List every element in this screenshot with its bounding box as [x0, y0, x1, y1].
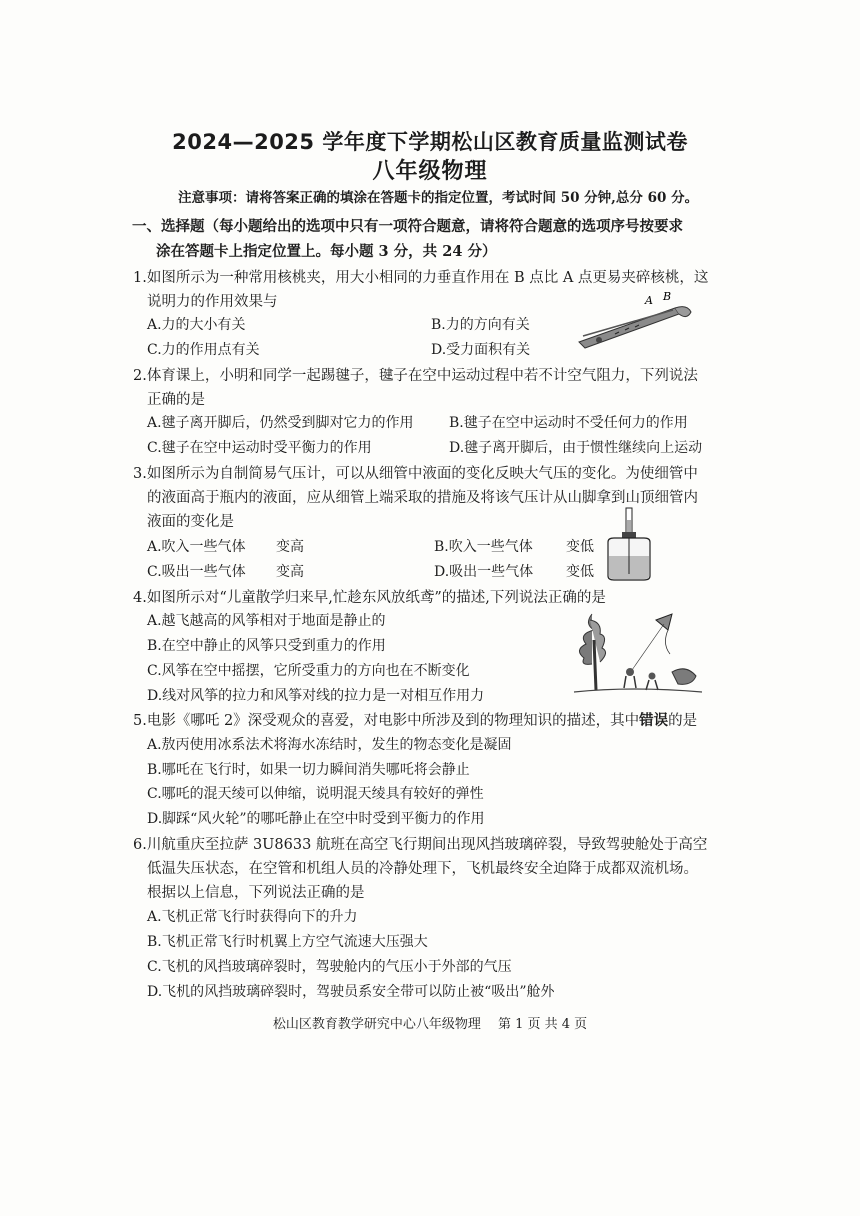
q6-option-d: D.飞机的风挡玻璃碎裂时，驾驶员系安全带可以防止被“吸出”舱外 — [147, 984, 555, 1000]
q5-option-b: B.哪吒在飞行时，如果一切力瞬间消失哪吒将会静止 — [147, 762, 470, 778]
q5-option-c: C.哪吒的混天绫可以伸缩，说明混天绫具有较好的弹性 — [147, 786, 484, 802]
q6-stem-line1: 6.川航重庆至拉萨 3U8633 航班在高空飞行期间出现风挡玻璃碎裂，导致驾驶舱处于高空 — [133, 837, 708, 853]
page-footer: 松山区教育教学研究中心八年级物理 第 1 页 共 4 页 — [272, 1017, 588, 1032]
figure-label-a: A — [645, 294, 653, 307]
q4-option-c: C.风筝在空中摇摆，它所受重力的方向也在不断变化 — [147, 663, 470, 679]
q3-option-c-result: 变高 — [276, 564, 304, 580]
q2-option-d: D.毽子离开脚后，由于惯性继续向上运动 — [449, 440, 703, 456]
q1-stem-line2: 说明力的作用效果与 — [147, 294, 278, 310]
q1-stem-line1: 1.如图所示为一种常用核桃夹，用大小相同的力垂直作用在 B 点比 A 点更易夹碎核桃，这 — [133, 270, 709, 286]
q3-option-a-result: 变高 — [276, 539, 304, 555]
q2-option-b: B.毽子在空中运动时不受任何力的作用 — [449, 415, 688, 431]
q2-stem-line1: 2.体育课上，小明和同学一起踢毽子，毽子在空中运动过程中若不计空气阻力，下列说法 — [133, 368, 698, 384]
exam-notice: 注意事项：请将答案正确的填涂在答题卡的指定位置，考试时间 50 分钟,总分 60 分。 — [178, 190, 699, 206]
q6-stem-line2: 低温失压状态，在空管和机组人员的冷静处理下，飞机最终安全迫降于成都双流机场。 — [147, 861, 698, 877]
figure-label-b: B — [663, 290, 672, 303]
q5-option-d: D.脚踩“风火轮”的哪吒静止在空中时受到平衡力的作用 — [147, 811, 485, 827]
q3-option-a: A.吹入一些气体 — [147, 539, 246, 555]
kite-flying-figure — [572, 610, 704, 696]
q6-option-b: B.飞机正常飞行时机翼上方空气流速大压强大 — [147, 934, 428, 950]
q6-option-a: A.飞机正常飞行时获得向下的升力 — [147, 909, 358, 925]
q5-stem-emphasis: 错误 — [639, 712, 669, 729]
q4-option-a: A.越飞越高的风筝相对于地面是静止的 — [147, 613, 386, 629]
q3-option-c: C.吸出一些气体 — [147, 564, 246, 580]
q1-option-d: D.受力面积有关 — [431, 342, 531, 358]
q6-option-c: C.飞机的风挡玻璃碎裂时，驾驶舱内的气压小于外部的气压 — [147, 959, 512, 975]
q1-option-a: A.力的大小有关 — [147, 317, 246, 333]
section-heading-line1: 一、选择题（每小题给出的选项中只有一项符合题意，请将符合题意的选项序号按要求 — [132, 218, 683, 235]
exam-subtitle: 八年级物理 — [372, 159, 488, 184]
q3-option-d-result: 变低 — [566, 564, 594, 580]
nutcracker-figure — [575, 290, 695, 352]
q5-stem-line1 — [133, 709, 697, 730]
q1-option-c: C.力的作用点有关 — [147, 342, 260, 358]
q3-stem-line2: 的液面高于瓶内的液面，应从细管上端采取的措施及将该气压计从山脚拿到山顶细管内 — [147, 490, 698, 506]
q1-option-b: B.力的方向有关 — [431, 317, 530, 333]
q4-stem-line1: 4.如图所示对“儿童散学归来早,忙趁东风放纸鸢”的描述,下列说法正确的是 — [133, 590, 606, 606]
q6-stem-line3: 根据以上信息，下列说法正确的是 — [147, 885, 365, 901]
q3-stem-line1: 3.如图所示为自制简易气压计，可以从细管中液面的变化反映大气压的变化。为使细管中 — [133, 466, 698, 482]
q4-option-d: D.线对风筝的拉力和风筝对线的拉力是一对相互作用力 — [147, 688, 485, 704]
q3-stem-line3: 液面的变化是 — [147, 514, 234, 530]
q5-stem-tail: 的是 — [668, 713, 698, 729]
q5-option-a: A.敖丙使用冰系法术将海水冻结时，发生的物态变化是凝固 — [147, 737, 512, 753]
q3-option-b: B.吹入一些气体 — [434, 539, 533, 555]
q4-option-b: B.在空中静止的风筝只受到重力的作用 — [147, 638, 386, 654]
q2-option-c: C.毽子在空中运动时受平衡力的作用 — [147, 440, 372, 456]
q3-option-d: D.吸出一些气体 — [434, 564, 534, 580]
q3-option-b-result: 变低 — [566, 539, 594, 555]
exam-title: 2024—2025 学年度下学期松山区教育质量监测试卷 — [172, 130, 688, 154]
q5-stem-text: 5.电影《哪吒 2》深受观众的喜爱，对电影中所涉及到的物理知识的描述，其中 — [133, 713, 640, 729]
section-heading-line2: 涂在答题卡上指定位置上。每小题 3 分，共 24 分） — [156, 243, 497, 260]
q2-option-a: A.毽子离开脚后，仍然受到脚对它力的作用 — [147, 415, 414, 431]
barometer-figure — [602, 506, 658, 582]
q2-stem-line2: 正确的是 — [147, 392, 205, 408]
